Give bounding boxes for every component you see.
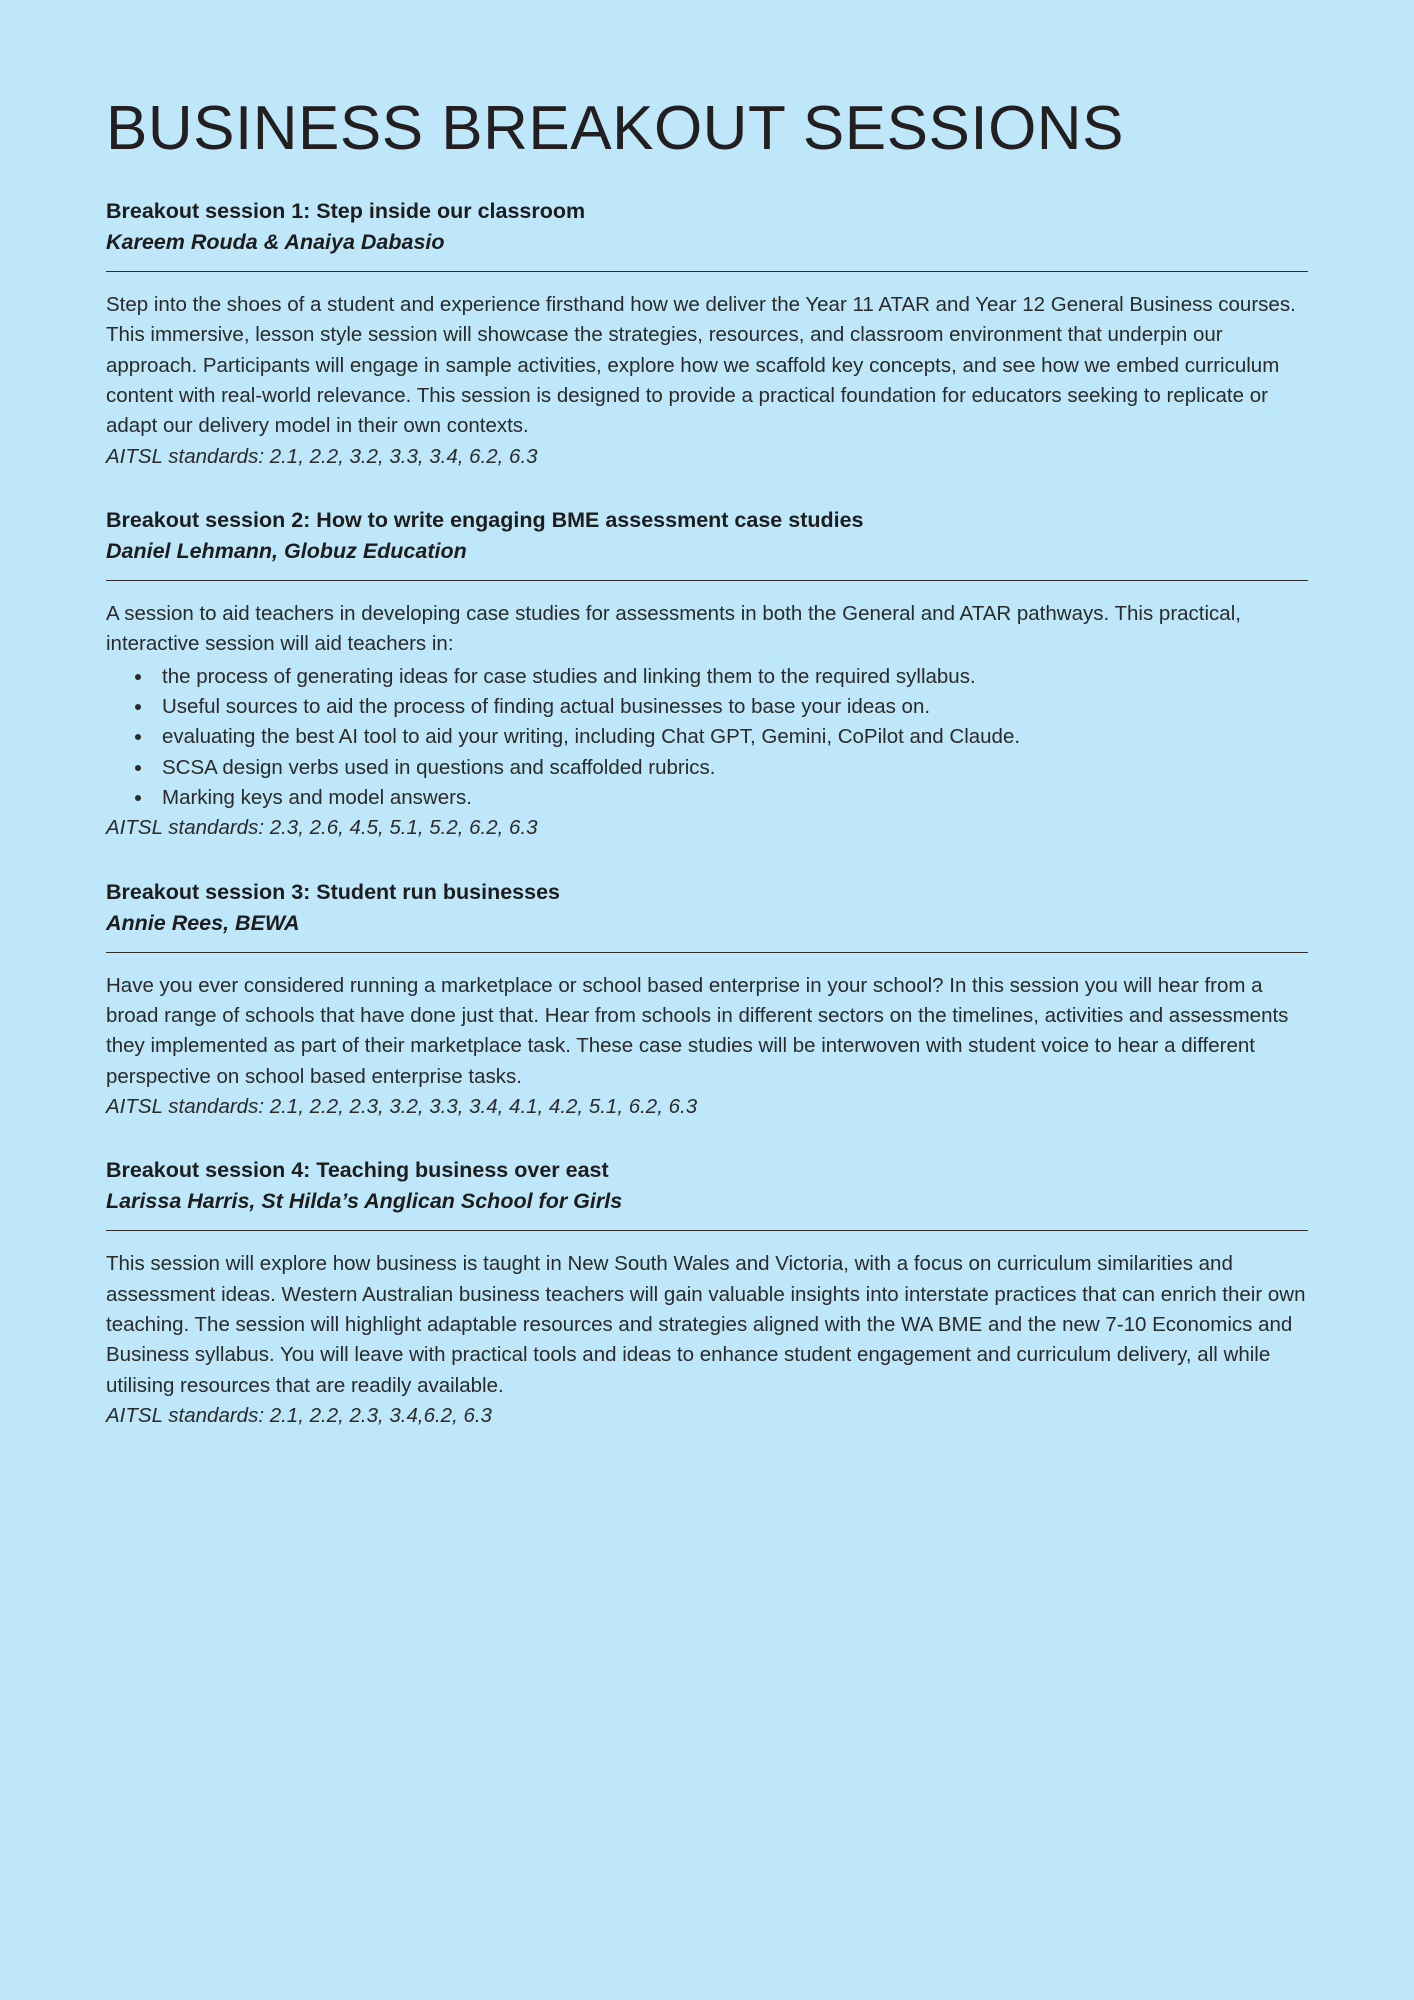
list-item: • Marking keys and model answers. — [154, 783, 1308, 813]
session-aitsl-standards: AITSL standards: 2.1, 2.2, 2.3, 3.4,6.2, 6.3 — [106, 1404, 492, 1428]
session-block-3 — [106, 878, 1308, 1123]
session-aitsl-standards: AITSL standards: 2.3, 2.6, 4.5, 5.1, 5.2, 6.2, 6.3 — [106, 816, 538, 840]
session-title: Breakout session 1: Step inside our classroom — [106, 199, 586, 224]
session-description: A session to aid teachers in developing case studies for assessments in both the General and ATAR pathways. This practical, interactive session will aid teachers in: — [106, 602, 1241, 656]
list-item: • Useful sources to aid the process of finding actual businesses to base your ideas on. — [154, 692, 1308, 722]
session-bullet-list — [106, 662, 1308, 814]
session-title: Breakout session 2: How to write engaging BME assessment case studies — [106, 508, 864, 533]
list-item: • SCSA design verbs used in questions and scaffolded rubrics. — [154, 753, 1308, 783]
session-description: This session will explore how business is taught in New South Wales and Victoria, with a focus on curriculum similarities and assessment ideas. Western Australian business teachers will gain valuable insights into interstate practices that can enrich their own teaching. The session will highlight adaptable resources and strategies aligned with the WA BME and the new 7-10 Economics and Business syllabus. You will leave with practical tools and ideas to enhance student engagement and curriculum delivery, all while utilising resources that are readily available. — [106, 1252, 1306, 1397]
divider — [106, 952, 1308, 953]
divider — [106, 271, 1308, 272]
page-title: BUSINESS BREAKOUT SESSIONS — [106, 94, 1124, 163]
session-presenter: Annie Rees, BEWA — [106, 910, 300, 935]
session-block-2 — [106, 506, 1308, 844]
session-block-1 — [106, 197, 1308, 472]
divider — [106, 1230, 1308, 1231]
session-description: Step into the shoes of a student and experience firsthand how we deliver the Year 11 ATAR and Year 12 General Business courses. This immersive, lesson style session will showcase the strategies, resources, and classroom environment that underpin our approach. Participants will engage in sample activities, explore how we scaffold key concepts, and see how we embed curriculum content with real-world relevance. This session is designed to provide a practical foundation for educators seeking to replicate or adapt our delivery model in their own contexts. — [106, 293, 1296, 438]
session-block-4 — [106, 1156, 1308, 1431]
session-presenter: Larissa Harris, St Hilda’s Anglican School for Girls — [106, 1189, 623, 1214]
list-item: • evaluating the best AI tool to aid your writing, including Chat GPT, Gemini, CoPilot and Claude. — [154, 722, 1308, 752]
session-title: Breakout session 3: Student run businesses — [106, 879, 561, 904]
session-aitsl-standards: AITSL standards: 2.1, 2.2, 3.2, 3.3, 3.4, 6.2, 6.3 — [106, 444, 538, 468]
session-presenter: Kareem Rouda & Anaiya Dabasio — [106, 230, 445, 255]
session-presenter: Daniel Lehmann, Globuz Education — [106, 539, 467, 564]
list-item: • the process of generating ideas for case studies and linking them to the required syllabus. — [154, 662, 1308, 692]
session-title: Breakout session 4: Teaching business over east — [106, 1158, 609, 1183]
session-description: Have you ever considered running a marketplace or school based enterprise in your school? In this session you will hear from a broad range of schools that have done just that. Hear from schools in different sectors on the timelines, activities and assessments they implemented as part of their marketplace task. These case studies will be interwoven with student voice to hear a different perspective on school based enterprise tasks. — [106, 973, 1289, 1088]
divider — [106, 580, 1308, 581]
session-aitsl-standards: AITSL standards: 2.1, 2.2, 2.3, 3.2, 3.3, 3.4, 4.1, 4.2, 5.1, 6.2, 6.3 — [106, 1095, 698, 1119]
